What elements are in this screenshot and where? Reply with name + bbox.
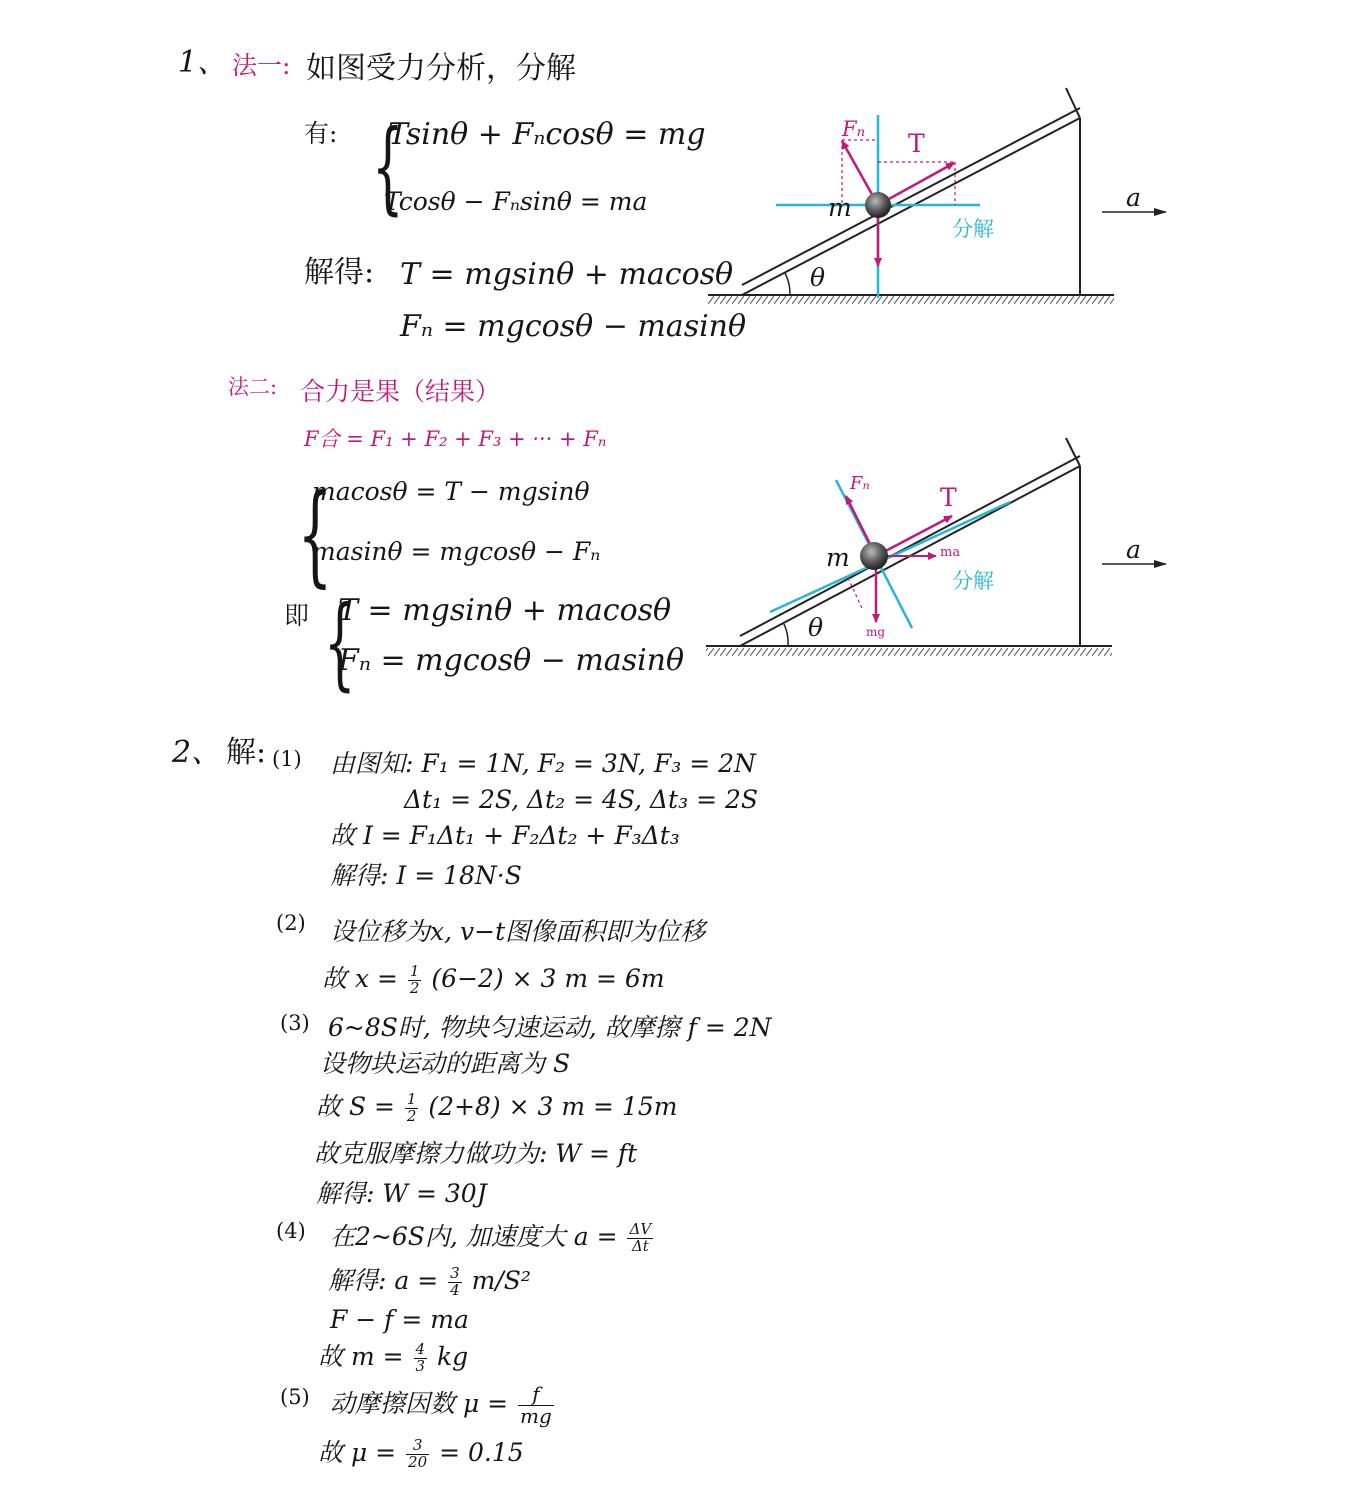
s5-frac2-num: 3 (406, 1438, 429, 1455)
s5-fraction-1 (518, 1384, 554, 1427)
fig1-decomp-label: 分解 (952, 217, 994, 241)
figure-2 (706, 438, 1166, 656)
s1-line-2: Δt₁ = 2S, Δt₂ = 4S, Δt₃ = 2S (404, 785, 758, 814)
s3-line-1: 6~8S时, 物块匀速运动, 故摩擦 f = 2N (328, 1013, 772, 1042)
angle-arc-2 (784, 624, 788, 646)
ball-1 (865, 192, 891, 218)
equation-1: Tsinθ + Fₙcosθ = mg (388, 117, 706, 152)
s1-line-4: 解得: I = 18N·S (330, 861, 522, 890)
s5-fraction-2 (406, 1438, 429, 1471)
jie-label: 解: (226, 735, 267, 770)
s5-line-2 (318, 1438, 524, 1471)
s4-frac3-num: 4 (415, 1340, 426, 1358)
s4-frac1-den: Δt (631, 1236, 649, 1255)
fig1-theta-label: θ (810, 263, 826, 292)
fig2-theta-label: θ (808, 613, 824, 642)
s3-line-3-prefix: 故 S = (316, 1091, 395, 1121)
fig1-t-label: T (908, 129, 925, 158)
fig2-ma-label: ma (940, 545, 961, 560)
method-2-result-1: T = mgsinθ + macosθ (338, 593, 672, 628)
s2-fraction (408, 964, 422, 997)
s4-fraction-3 (414, 1342, 428, 1375)
method-1-heading: 如图受力分析，分解 (306, 51, 576, 86)
result-1: T = mgsinθ + macosθ (400, 257, 734, 292)
method-2-label: 法二: (228, 375, 278, 399)
method-1-label: 法一: (232, 51, 291, 80)
string-2 (740, 456, 1080, 636)
s5-line-1-prefix: 动摩擦因数 μ = (330, 1389, 509, 1418)
s4-line-4 (318, 1342, 468, 1375)
s4-line-2 (328, 1266, 531, 1299)
fig2-decomp-label: 分解 (952, 569, 994, 593)
s2-line-2 (322, 964, 665, 997)
s2-line-1: 设位移为x, v−t图像面积即为位移 (330, 917, 706, 946)
ground-hatch-2 (706, 648, 1112, 656)
method-2-equation-1: macosθ = T − mgsinθ (312, 477, 590, 506)
s5-line-2-prefix: 故 μ = (318, 1437, 397, 1467)
fig1-m-label: m (828, 193, 852, 222)
angle-arc-1 (785, 273, 790, 295)
vector-sum-equation: F合 = F₁ + F₂ + F₃ + ··· + Fₙ (304, 427, 607, 451)
s4-frac3-den: 3 (415, 1356, 426, 1375)
result-2: Fₙ = mgcosθ − masinθ (400, 309, 747, 344)
s4-line-4-prefix: 故 m = (318, 1341, 404, 1371)
s4-fraction-1 (627, 1222, 653, 1255)
brace-3: { (323, 584, 356, 701)
s3-frac-den: 2 (406, 1106, 417, 1125)
fig2-fn-label: Fₙ (850, 473, 870, 494)
s3-line-4: 故克服摩擦力做功为: W = ft (314, 1139, 638, 1168)
s3-frac-num: 1 (406, 1090, 417, 1108)
problem-2-number: 2、 (172, 735, 222, 770)
s3-line-3-suffix: (2+8) × 3 m = 15m (428, 1091, 678, 1121)
s5-line-2-suffix: = 0.15 (439, 1437, 524, 1467)
tension-arrow-1 (878, 163, 954, 205)
s4-frac1-num: ΔV (629, 1220, 652, 1238)
method-2-heading: 合力是果（结果） (300, 377, 501, 406)
s2-line-2-prefix: 故 x = (322, 963, 398, 993)
s5-line-1 (330, 1384, 556, 1427)
solve-label-1: 解得: (304, 255, 375, 290)
s3-line-3 (316, 1092, 677, 1125)
ball-2 (860, 542, 888, 570)
brace-2: { (297, 470, 333, 598)
s5-label: (5) (280, 1385, 310, 1409)
s1-line-3: 故 I = F₁Δt₁ + F₂Δt₂ + F₃Δt₃ (330, 821, 680, 850)
s2-label: (2) (276, 911, 306, 935)
s4-line-1-prefix: 在2~6S内, 加速度大 a = (330, 1221, 618, 1251)
s2-frac-num: 1 (409, 962, 420, 980)
method-2-result-2: Fₙ = mgcosθ − masinθ (338, 643, 685, 678)
s3-line-2: 设物块运动的距离为 S (320, 1049, 571, 1078)
method-2-equation-2: masinθ = mgcosθ − Fₙ (312, 537, 601, 566)
ji-label: 即 (284, 601, 310, 630)
fig2-a-label: a (1126, 535, 1141, 564)
s4-fraction-2 (448, 1266, 462, 1299)
s4-frac2-num: 3 (450, 1264, 460, 1282)
s5-frac1-num: f (518, 1384, 554, 1406)
have-label: 有: (304, 119, 338, 148)
s2-line-2-suffix: (6−2) × 3 m = 6m (431, 963, 665, 993)
problem-1-number: 1、 (178, 45, 228, 80)
fig1-fn-label: Fₙ (842, 117, 866, 141)
s4-line-1 (330, 1222, 655, 1255)
s4-line-2-prefix: 解得: a = (328, 1265, 439, 1295)
s4-line-3: F − f = ma (330, 1305, 469, 1334)
s1-line-1: 由图知: F₁ = 1N, F₂ = 3N, F₃ = 2N (330, 749, 756, 778)
fig1-a-label: a (1126, 183, 1141, 212)
s5-frac1-den: mg (520, 1404, 552, 1428)
s3-line-5: 解得: W = 30J (316, 1179, 487, 1208)
ground-hatch-1 (708, 296, 1114, 304)
s1-label: (1) (272, 747, 302, 771)
s3-fraction (405, 1092, 419, 1125)
fig2-t-label: T (940, 483, 957, 512)
s4-label: (4) (276, 1219, 306, 1243)
s4-line-2-suffix: m/S² (471, 1265, 531, 1295)
fig2-mg-label: mg (866, 625, 886, 639)
s5-frac2-den: 20 (408, 1452, 428, 1471)
s2-frac-den: 2 (409, 978, 420, 997)
equation-2: Tcosθ − Fₙsinθ = ma (384, 187, 648, 216)
figure-1 (708, 88, 1166, 304)
brace-1: { (371, 108, 404, 225)
fig2-m-label: m (826, 543, 850, 572)
s3-label: (3) (280, 1011, 310, 1035)
s4-frac2-den: 4 (450, 1280, 460, 1299)
s4-line-4-suffix: kg (437, 1341, 469, 1371)
